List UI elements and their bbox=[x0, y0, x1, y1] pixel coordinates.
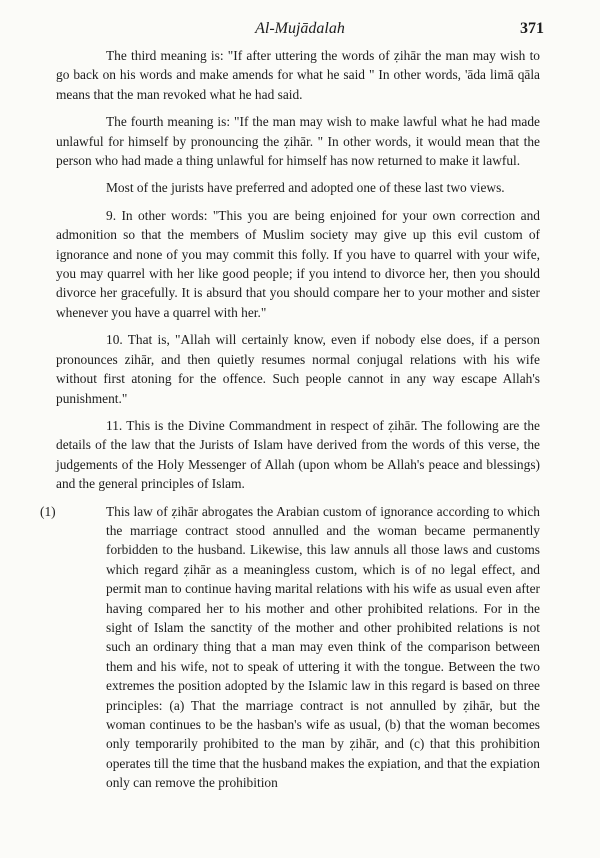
note-10: 10. That is, "Allah will certainly know, even if nobody else does, if a person pronounces zihār, and then quietly resumes normal conjugal relations with his wife without first atoning for the offence. Such people cannot in any way escape Allah's punishment." bbox=[56, 332, 540, 406]
list-item bbox=[40, 502, 540, 793]
page-number: 371 bbox=[520, 20, 544, 37]
paragraph-fourth-meaning: The fourth meaning is: "If the man may wish to make lawful what he had made unlawful for himself by pronouncing the ẓihār. " In other words, it would mean that the person who had made a thing unlawful for himself has now returned to make it lawful. bbox=[56, 114, 540, 169]
running-title: Al-Mujādalah bbox=[255, 20, 345, 37]
list-item-text: This law of ẓihār abrogates the Arabian custom of ignorance according to which the marriage contract stood annulled and the woman became permanently forbidden to the husband. Likewise, this law annuls all those laws and customs which regard ẓihār as a meaningless custom, which is of no legal effect, and permit man to continue having marital relations with his wife as usual even after having compared her to his mother and other prohibited relations. For in the sight of Islam the sanctity of the mother and other prohibited relations is not such an ordinary thing that a man may even think of the comparison between them and his wife, not to speak of uttering it with the tongue. Between the two extremes the position adopted by the Islamic law in this regard is based on three principles: (a) That the marriage contract is not annulled by ẓihār, but the woman continues to be the hasban's wife as usual, (b) that the woman becomes only temporarily prohibited to the man by ẓihār, and (c) that this prohibition operates till the time that the husband makes the expiation, and that the expiation only can remove the prohibition bbox=[106, 503, 540, 791]
note-11: 11. This is the Divine Commandment in respect of ẓihār. The following are the details of the law that the Jurists of Islam have derived from the words of this verse, the judgements of the Holy Messenger of Allah (upon whom be Allah's peace and blessings) and the general principles of Islam. bbox=[56, 417, 540, 492]
list-item-number: (1) bbox=[40, 503, 56, 519]
note-9: 9. In other words: "This you are being enjoined for your own correction and admonition so that the members of Muslim society may give up this evil custom of ignorance and none of you may commit this folly. If you have to quarrel with your wife, you may quarrel with her like good people; if you intend to divorce her, then you should divorce her gracefully. It is absurd that you should compare her to your mother and sister whenever you have a quarrel with her." bbox=[56, 207, 540, 320]
page-body bbox=[40, 46, 540, 793]
paragraph-third-meaning: The third meaning is: "If after uttering the words of ẓihār the man may wish to go back on his words and make amends for what he said " In other words, 'āda limā qāla means that the man revoked what he had said. bbox=[56, 48, 540, 102]
paragraph-jurists-views: Most of the jurists have preferred and adopted one of these last two views. bbox=[106, 180, 505, 196]
